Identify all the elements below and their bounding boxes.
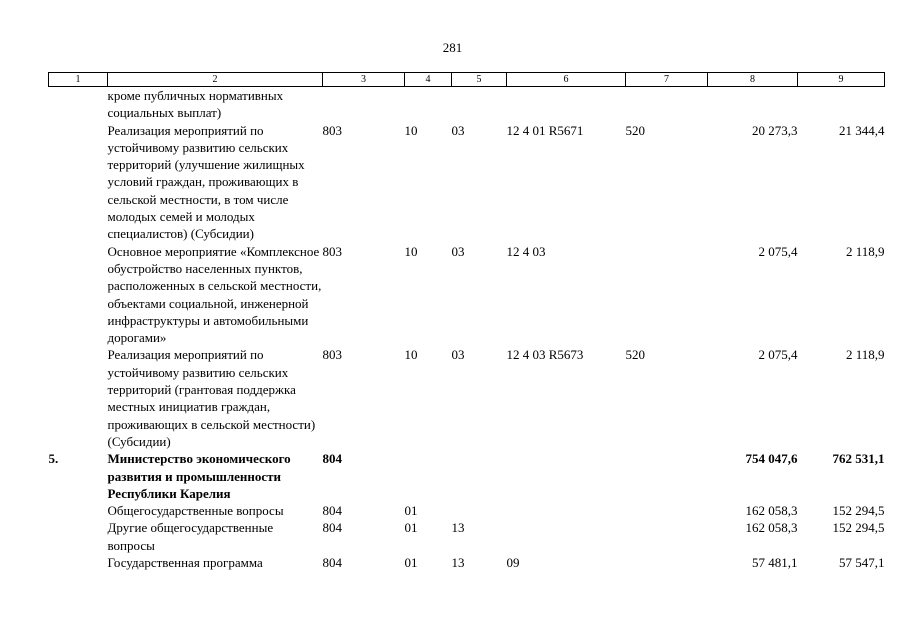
row-number: [49, 346, 108, 450]
table-row: [49, 554, 885, 571]
budget-table: [48, 72, 885, 571]
subsection-code: 03: [451, 243, 465, 259]
table-row: [49, 87, 885, 122]
amount-year-2: 762 531,1: [832, 451, 885, 467]
row-name: Другие общегосударственные вопросы: [107, 520, 274, 553]
ministry-code: 804: [322, 520, 342, 536]
amount-year-1: 162 058,3: [745, 503, 798, 519]
ministry-code: 803: [322, 122, 342, 138]
amount-year-1: 2 075,4: [758, 347, 798, 363]
page-number: 281: [442, 40, 463, 55]
amount-year-2: 152 294,5: [832, 520, 885, 536]
expense-type-code: 520: [625, 122, 645, 138]
section-code: 01: [404, 555, 418, 571]
subsection-code: 03: [451, 122, 465, 138]
target-article-code: [507, 450, 626, 502]
ministry-code: 804: [322, 555, 342, 571]
column-header: 4: [405, 73, 452, 87]
section-code: [405, 450, 452, 502]
subsection-code: [452, 450, 507, 502]
column-header: 3: [323, 73, 405, 87]
column-number-row: [49, 73, 885, 87]
section-code: 01: [404, 520, 418, 536]
amount-year-2: 2 118,9: [845, 347, 885, 363]
row-name: Государственная программа: [107, 555, 263, 571]
expense-type-code: [626, 554, 708, 571]
section-code: 10: [404, 243, 418, 259]
subsection-code: 13: [451, 555, 465, 571]
column-header: 5: [452, 73, 507, 87]
column-header: 7: [626, 73, 708, 87]
column-header: 8: [708, 73, 798, 87]
column-header: 2: [108, 73, 323, 87]
row-number: 5.: [48, 451, 59, 467]
amount-year-1: 2 075,4: [758, 243, 798, 259]
table-row: [49, 519, 885, 554]
ministry-code: 803: [322, 243, 342, 259]
section-code: 10: [404, 122, 418, 138]
target-article-code: [507, 519, 626, 554]
subsection-code: [452, 87, 507, 122]
ministry-code: [323, 87, 405, 122]
row-name: кроме публичных нормативных социальных выплат): [107, 88, 284, 121]
table-row: [49, 122, 885, 243]
ministry-code: 804: [322, 451, 342, 467]
expense-type-code: [626, 243, 708, 347]
expense-type-code: 520: [625, 347, 645, 363]
section-code: 10: [404, 347, 418, 363]
amount-year-1: [708, 87, 798, 122]
row-name: Основное мероприятие «Комплексное обустройство населенных пунктов, расположенных в сельской местности, объектами социальной, инженерной инфраструктуры и автомобильными дорогами»: [107, 243, 322, 346]
amount-year-2: 57 547,1: [839, 555, 885, 571]
table-row: [49, 243, 885, 347]
row-number: [49, 243, 108, 347]
amount-year-1: 754 047,6: [745, 451, 798, 467]
amount-year-2: 21 344,4: [839, 122, 885, 138]
row-name: Реализация мероприятий по устойчивому развитию сельских территорий (грантовая поддержка местных инициатив граждан, проживающих в сельской местности) (Субсидии): [107, 347, 316, 449]
row-name: Реализация мероприятий по устойчивому развитию сельских территорий (улучшение жилищных условий граждан, проживающих в сельской местности, в том числе молодых семей и молодых специалистов) (Субсидии): [107, 122, 305, 242]
section-code: 01: [404, 503, 418, 519]
table-row: [49, 450, 885, 502]
subsection-code: 13: [451, 520, 465, 536]
ministry-code: 803: [322, 347, 342, 363]
table-row: [49, 502, 885, 519]
row-name: Министерство экономического развития и промышленности Республики Карелия: [107, 451, 291, 501]
target-article-code: [507, 502, 626, 519]
column-header: 6: [507, 73, 626, 87]
table-body: [49, 87, 885, 572]
amount-year-1: 57 481,1: [752, 555, 798, 571]
row-number: [49, 502, 108, 519]
table-row: [49, 346, 885, 450]
expense-type-code: [626, 519, 708, 554]
row-number: [49, 87, 108, 122]
row-number: [49, 519, 108, 554]
expense-type-code: [626, 450, 708, 502]
amount-year-2: [798, 87, 885, 122]
expense-type-code: [626, 502, 708, 519]
column-header: 1: [49, 73, 108, 87]
row-name: Общегосударственные вопросы: [107, 503, 284, 519]
subsection-code: [452, 502, 507, 519]
amount-year-1: 20 273,3: [752, 122, 798, 138]
expense-type-code: [626, 87, 708, 122]
column-header: 9: [798, 73, 885, 87]
target-article-code: 12 4 03 R5673: [506, 347, 584, 363]
section-code: [405, 87, 452, 122]
target-article-code: [507, 87, 626, 122]
target-article-code: 12 4 03: [506, 243, 546, 259]
ministry-code: 804: [322, 503, 342, 519]
subsection-code: 03: [451, 347, 465, 363]
amount-year-2: 2 118,9: [845, 243, 885, 259]
target-article-code: 09: [506, 555, 520, 571]
row-number: [49, 554, 108, 571]
amount-year-2: 152 294,5: [832, 503, 885, 519]
target-article-code: 12 4 01 R5671: [506, 122, 584, 138]
row-number: [49, 122, 108, 243]
amount-year-1: 162 058,3: [745, 520, 798, 536]
